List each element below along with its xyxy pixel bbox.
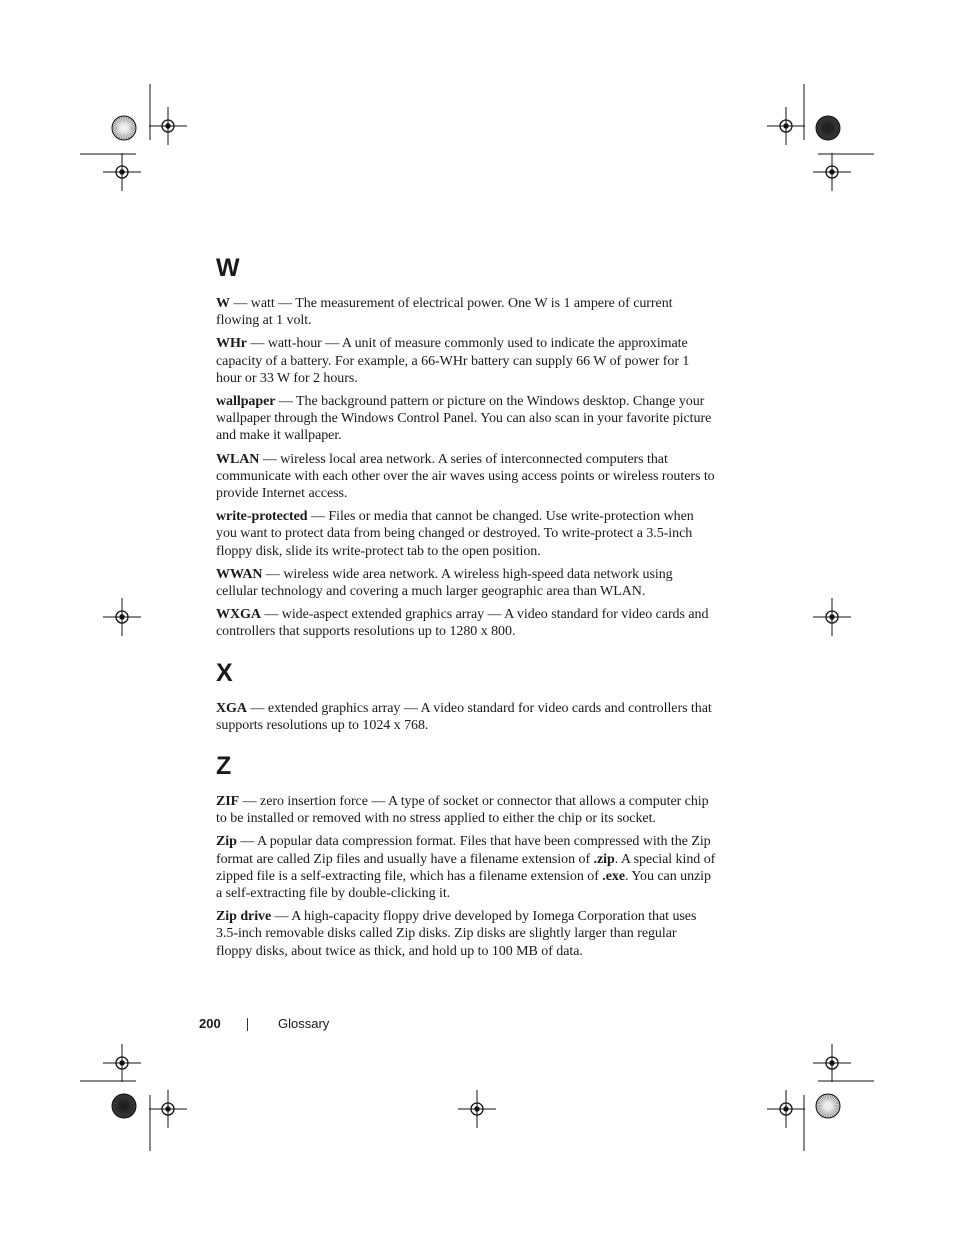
page-number: 200: [199, 1016, 221, 1031]
entry-definition: — wireless local area network. A series of interconnected computers that communicate with each other over the air waves using access points or wireless routers to provide Internet access.: [216, 451, 715, 502]
footer-section-label: Glossary: [278, 1016, 330, 1031]
entry-definition: — A popular data compression format. Files that have been compressed with the Zip format are called Zip files and usually have a filename extension of: [216, 834, 711, 867]
entry-definition: — watt — The measurement of electrical power. One W is 1 ampere of current flowing at 1 volt.: [216, 296, 673, 329]
entry-definition: — wireless wide area network. A wireless high-speed data network using cellular technology and covering a much larger geographic area than WLAN.: [216, 566, 673, 600]
entry-term: Zip drive: [216, 909, 272, 925]
entry-term: W: [216, 296, 230, 311]
glossary-entry: [216, 393, 716, 445]
file-extension: .exe: [602, 868, 625, 884]
color-bar-starburst: [112, 1094, 136, 1118]
crosshair-mark: [813, 598, 851, 636]
glossary-entry: [216, 508, 716, 560]
entry-term: ZIF: [216, 794, 240, 810]
entry-definition: — The background pattern or picture on the Windows desktop. Change your wallpaper through the Windows Control Panel. You can also scan in your favorite picture and make it wallpaper.: [216, 394, 712, 444]
section-heading: X: [216, 658, 233, 687]
entry-term: wallpaper: [216, 394, 276, 410]
glossary-content: [216, 252, 716, 966]
section-heading: Z: [216, 752, 232, 781]
entry-term: WHr: [216, 336, 247, 352]
color-bar-starburst: [816, 116, 840, 140]
crosshair-mark: [458, 1090, 496, 1128]
glossary-entry: [216, 295, 716, 329]
entry-term: WXGA: [216, 607, 261, 623]
entry-definition-cont: . A special kind of zipped file is a self-extracting file, which has a filename extension of: [216, 851, 716, 884]
entry-definition: — extended graphics array — A video standard for video cards and controllers that supports resolutions up to 1024 x 768.: [216, 700, 712, 733]
glossary-entry: [216, 606, 716, 640]
entry-term: write-protected: [216, 509, 308, 525]
crosshair-mark: [813, 1044, 851, 1082]
crosshair-mark: [767, 107, 805, 145]
glossary-entry: [216, 833, 716, 902]
entry-definition: — watt-hour — A unit of measure commonly used to indicate the approximate capacity of a battery. For example, a 66-WHr battery can supply 66 W of power for 1 hour or 33 W for 2 hours.: [216, 336, 690, 386]
crosshair-mark: [767, 1090, 805, 1128]
crosshair-mark: [103, 1044, 141, 1082]
section-w: [216, 252, 716, 641]
glossary-entry: [216, 700, 716, 734]
crosshair-mark: [103, 598, 141, 636]
entry-definition-tail: . You can unzip a self-extracting file by double-clicking it.: [216, 868, 711, 902]
color-bar-starburst: [112, 116, 136, 140]
section-x: [216, 657, 716, 734]
entry-definition: — wide-aspect extended graphics array — A video standard for video cards and controllers that supports resolutions up to 1280 x 800.: [216, 607, 709, 640]
entry-definition: — A high-capacity floppy drive developed by Iomega Corporation that uses 3.5-inch removable disks called Zip disks. Zip disks are slightly larger than regular floppy disks, about twice as thick, and hold up to 100 MB of data.: [216, 909, 697, 959]
section-heading: W: [216, 254, 240, 282]
file-extension: .zip: [593, 851, 615, 867]
entry-term: XGA: [216, 700, 247, 716]
entry-term: Zip: [216, 834, 237, 850]
entry-definition: — Files or media that cannot be changed. Use write-protection when you want to protect data from being changed or destroyed. To write-protect a 3.5-inch floppy disk, slide its write-protect tab to the open position.: [216, 509, 694, 559]
crosshair-mark: [103, 153, 141, 191]
entry-term: WWAN: [216, 566, 263, 582]
glossary-entry: [216, 908, 716, 960]
glossary-entry: [216, 335, 716, 387]
entry-term: WLAN: [216, 451, 260, 467]
footer-divider: [247, 1018, 248, 1031]
entry-definition: — zero insertion force — A type of socket or connector that allows a computer chip to be installed or removed with no stress applied to either the chip or its socket.: [216, 794, 709, 827]
color-bar-starburst: [816, 1094, 840, 1118]
section-z: [216, 750, 716, 960]
glossary-entry: [216, 451, 716, 503]
glossary-entry: [216, 793, 716, 827]
crosshair-mark: [149, 107, 187, 145]
crosshair-mark: [149, 1090, 187, 1128]
glossary-entry: [216, 566, 716, 600]
crosshair-mark: [813, 153, 851, 191]
